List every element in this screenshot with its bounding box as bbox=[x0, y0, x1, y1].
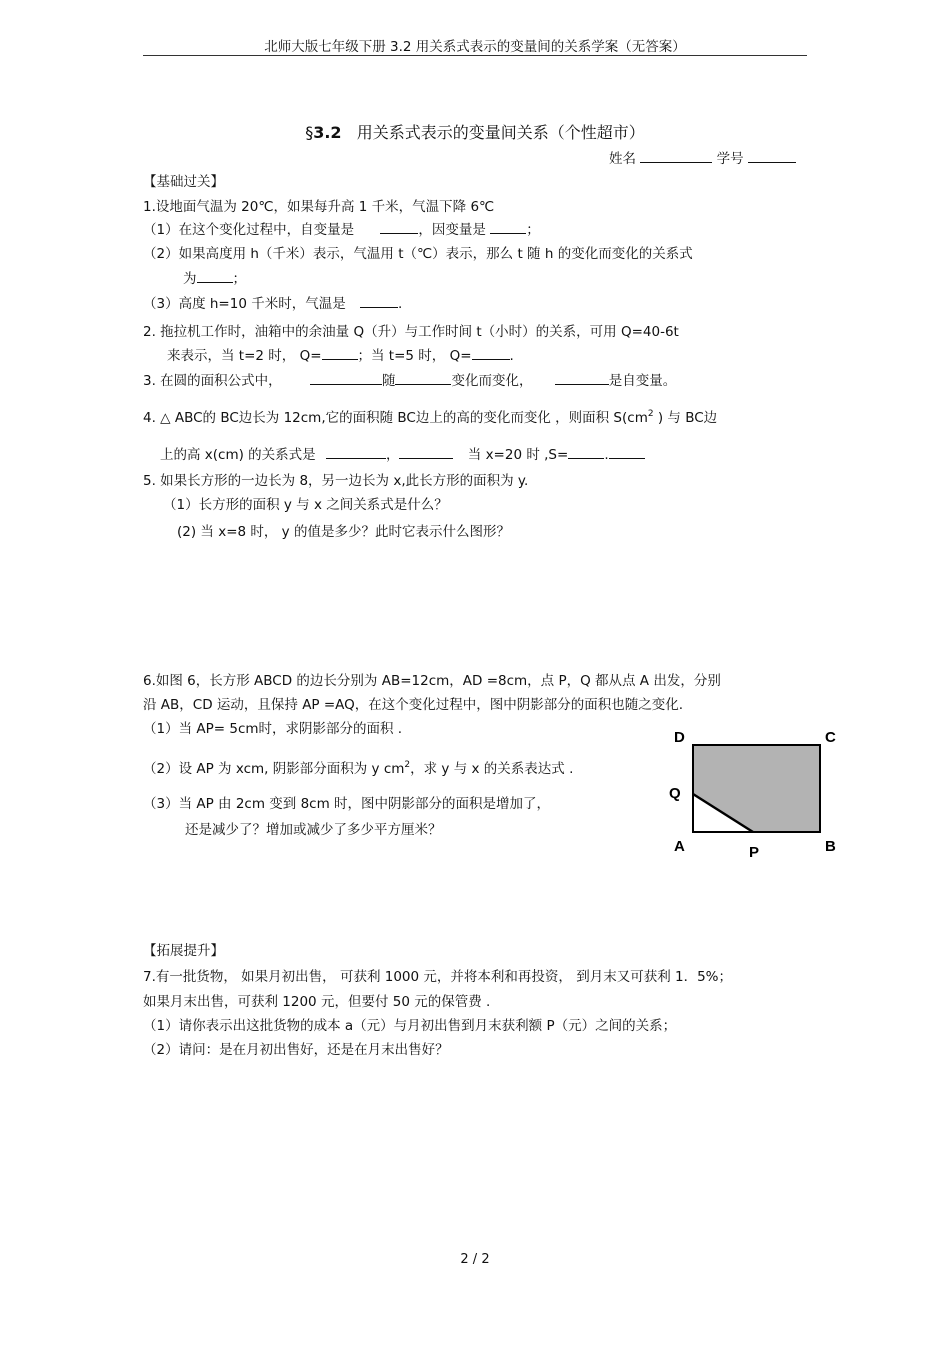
header-rule bbox=[143, 55, 807, 56]
q6-superscript: 2 bbox=[404, 760, 411, 770]
name-blank[interactable] bbox=[640, 148, 712, 163]
label-c: C bbox=[825, 729, 836, 746]
q4-text-a: 4. △ ABC的 BC边长为 12cm,它的面积随 BC边上的高的变化而变化 ，则面积 S(cm bbox=[143, 410, 648, 426]
label-p: P bbox=[749, 844, 760, 861]
q4-text-c: 上的高 x(cm) 的关系式是 bbox=[160, 447, 316, 463]
q2-blank-t5[interactable] bbox=[472, 345, 510, 360]
q3-blank-1[interactable] bbox=[310, 370, 382, 385]
q2-text-b: ；当 t=5 时， Q= bbox=[357, 348, 472, 364]
q6-part3-line1: （3）当 AP 由 2cm 变到 8cm 时，图中阴影部分的面积是增加了， bbox=[143, 796, 551, 812]
q1-part3 bbox=[143, 292, 402, 312]
q4-blank-s[interactable] bbox=[568, 444, 604, 459]
q1-blank-relation[interactable] bbox=[197, 268, 233, 283]
q1-part2-line1: （2）如果高度用 h（千米）表示，气温用 t（℃）表示，那么 t 随 h 的变化而变化的关系式 bbox=[143, 246, 693, 262]
q7-line2: 如果月末出售，可获利 1200 元，但要付 50 元的保管费 . bbox=[143, 994, 491, 1010]
q5-part1: （1）长方形的面积 y 与 x 之间关系式是什么？ bbox=[163, 497, 448, 513]
q1-part2-text-c: ； bbox=[232, 271, 246, 287]
q4-text-e: 当 x=20 时 ,S= bbox=[467, 447, 569, 463]
q4-superscript: 2 bbox=[647, 409, 654, 419]
label-d: D bbox=[674, 729, 685, 746]
q2-blank-t2[interactable] bbox=[322, 345, 358, 360]
q1-part2-line2 bbox=[183, 267, 246, 287]
q3-text-b: 随 bbox=[381, 373, 396, 389]
q1-part3-text-a: （3）高度 h=10 千米时，气温是 bbox=[143, 296, 346, 312]
rectangle-figure bbox=[665, 725, 845, 865]
q1-stem: 1.设地面气温为 20℃，如果每升高 1 千米，气温下降 6℃ bbox=[143, 199, 495, 215]
name-label: 姓名 bbox=[609, 151, 636, 167]
section-basic: 【基础过关】 bbox=[143, 174, 224, 190]
q1-part1-text-c: ； bbox=[526, 222, 540, 238]
student-info bbox=[609, 147, 796, 167]
q3-blank-3[interactable] bbox=[555, 370, 609, 385]
q1-part1-text-b: ，因变量是 bbox=[418, 222, 486, 238]
q3-text-d: 是自变量。 bbox=[608, 373, 677, 389]
q1-blank-dep[interactable] bbox=[490, 219, 526, 234]
q4-line2 bbox=[160, 443, 645, 463]
q7-part2: （2）请问：是在月初出售好，还是在月末出售好？ bbox=[143, 1042, 449, 1058]
q4-blank-relation-2[interactable] bbox=[399, 444, 453, 459]
section-extension: 【拓展提升】 bbox=[143, 943, 224, 959]
label-a: A bbox=[674, 838, 685, 855]
q4-line1 bbox=[143, 406, 717, 426]
q2-text-a: 来表示，当 t=2 时， Q= bbox=[167, 348, 322, 364]
q6-line2: 沿 AB，CD 运动，且保持 AP =AQ，在这个变化过程中，图中阴影部分的面积也随之变化. bbox=[143, 697, 684, 713]
q5-part2: (2) 当 x=8 时， y 的值是多少？此时它表示什么图形？ bbox=[177, 524, 510, 540]
page-header: 北师大版七年级下册 3.2 用关系式表示的变量间的关系学案（无答案） bbox=[264, 39, 686, 55]
q6-line1: 6.如图 6，长方形 ABCD 的边长分别为 AB=12cm，AD =8cm，点 P，Q 都从点 A 出发，分别 bbox=[143, 673, 721, 689]
shaded-region bbox=[693, 745, 820, 832]
id-label: 学号 bbox=[716, 151, 744, 167]
q6-part2-text-a: （2）设 AP 为 xcm, 阴影部分面积为 y cm bbox=[143, 761, 405, 777]
q4-text-b: ) 与 BC边 bbox=[653, 410, 718, 426]
label-b: B bbox=[825, 838, 836, 855]
q1-part2-text-b: 为 bbox=[183, 271, 197, 287]
q4-blank-s-tail[interactable] bbox=[609, 444, 645, 459]
page-number: 2 / 2 bbox=[460, 1252, 490, 1267]
q1-blank-temp[interactable] bbox=[360, 293, 398, 308]
q7-line1: 7.有一批货物， 如果月初出售， 可获利 1000 元，并将本利和再投资， 到月末又可获利 1．5%； bbox=[143, 969, 732, 985]
title-prefix: § bbox=[305, 123, 314, 142]
q6-part2-text-b: ，求 y 与 x 的关系表达式 . bbox=[410, 761, 574, 777]
q6-part2 bbox=[143, 757, 573, 777]
q3-text-a: 3. 在圆的面积公式中， bbox=[143, 373, 282, 389]
q4-blank-relation[interactable] bbox=[326, 444, 386, 459]
q4-text-d: ， bbox=[385, 447, 400, 463]
title-number: 3.2 bbox=[313, 123, 342, 142]
q3-blank-2[interactable] bbox=[395, 370, 451, 385]
q7-part1: （1）请你表示出这批货物的成本 a（元）与月初出售到月末获利额 P（元）之间的关系； bbox=[143, 1018, 677, 1034]
q1-part1 bbox=[143, 218, 540, 238]
label-q: Q bbox=[669, 785, 681, 802]
title-text: 用关系式表示的变量间关系（个性超市） bbox=[356, 123, 645, 142]
q2-line1: 2. 拖拉机工作时，油箱中的余油量 Q（升）与工作时间 t（小时）的关系，可用 Q=40-6t bbox=[143, 324, 679, 340]
q2-line2 bbox=[167, 344, 514, 364]
q6-part3-line2: 还是减少了？增加或减少了多少平方厘米？ bbox=[185, 822, 442, 838]
q3-text-c: 变化而变化， bbox=[451, 373, 533, 389]
q1-part1-text-a: （1）在这个变化过程中，自变量是 bbox=[143, 222, 355, 238]
page-title bbox=[0, 120, 950, 143]
q1-blank-indep[interactable] bbox=[380, 219, 418, 234]
q3-line bbox=[143, 369, 676, 389]
q5-stem: 5. 如果长方形的一边长为 8，另一边长为 x,此长方形的面积为 y. bbox=[143, 473, 529, 489]
q6-part1: （1）当 AP= 5cm时，求阴影部分的面积 . bbox=[143, 721, 403, 737]
id-blank[interactable] bbox=[748, 148, 796, 163]
q1-part3-text-b: . bbox=[398, 296, 403, 312]
q4-text-f: . bbox=[604, 447, 609, 463]
q2-text-c: . bbox=[509, 348, 514, 364]
